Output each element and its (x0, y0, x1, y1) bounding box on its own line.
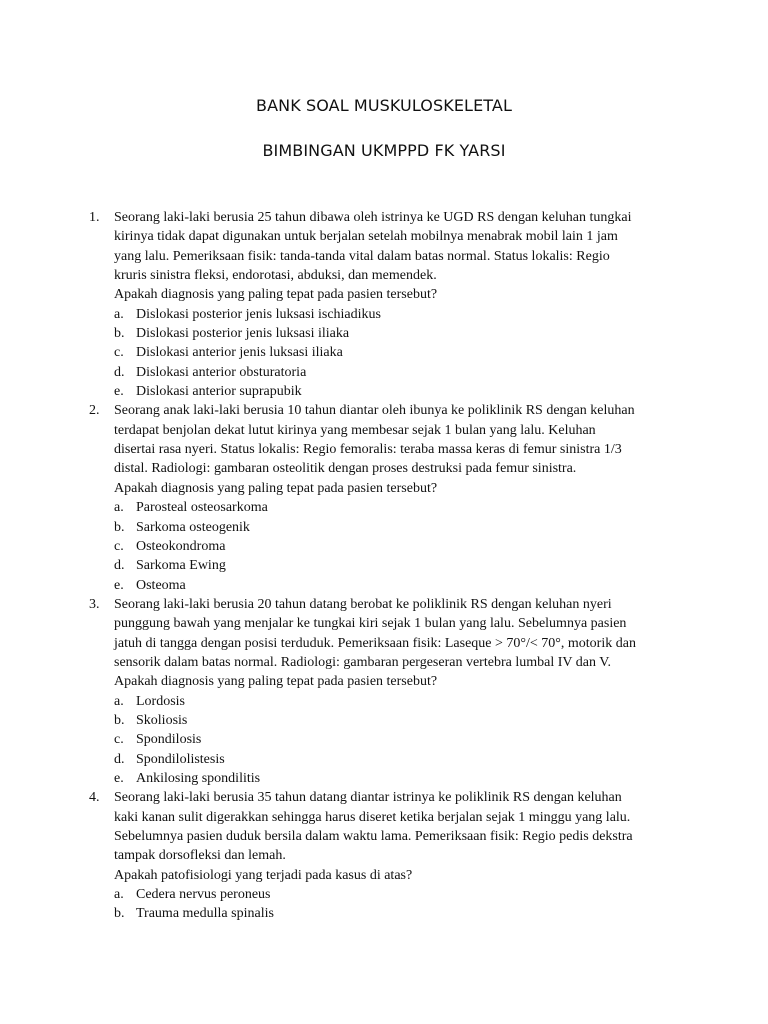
question-text-line: yang lalu. Pemeriksaan fisik: tanda-tanda vital dalam batas normal. Status lokalis: Regio (114, 248, 610, 264)
question-text-line: distal. Radiologi: gambaran osteolitik dengan proses destruksi pada femur sinistra. (114, 461, 577, 477)
option-letter: a. (114, 887, 124, 903)
question-text-line: disertai rasa nyeri. Status lokalis: Regio femoralis: teraba massa keras di femur sinistra 1/3 (114, 442, 622, 458)
option-text: Dislokasi posterior jenis luksasi ischiadikus (136, 306, 381, 322)
option-letter: b. (114, 326, 125, 342)
option-letter: d. (114, 364, 125, 380)
answer-option (114, 556, 676, 575)
answer-option (114, 885, 676, 904)
option-text: Lordosis (136, 693, 185, 709)
question-text-line: Seorang laki-laki berusia 20 tahun datang berobat ke poliklinik RS dengan keluhan nyeri (114, 596, 612, 612)
option-letter: a. (114, 306, 124, 322)
answer-option (114, 363, 676, 382)
option-text: Sarkoma osteogenik (136, 519, 250, 535)
question-item (0, 595, 676, 788)
question-item (0, 788, 676, 923)
question-item (0, 208, 676, 401)
question-text-line: terdapat benjolan dekat lutut kirinya yang membesar sejak 1 bulan yang lalu. Keluhan (114, 422, 596, 438)
option-text: Sarkoma Ewing (136, 558, 226, 574)
option-letter: c. (114, 538, 124, 554)
answer-options (114, 885, 676, 924)
question-text-line: jatuh di tangga dengan posisi terduduk. Pemeriksaan fisik: Laseque > 70°/< 70°, motorik dan (114, 635, 636, 651)
option-letter: b. (114, 519, 125, 535)
answer-option (114, 537, 676, 556)
answer-option (114, 382, 676, 401)
option-letter: b. (114, 906, 125, 922)
option-letter: a. (114, 693, 124, 709)
question-prompt: Apakah diagnosis yang paling tepat pada pasien tersebut? (114, 480, 438, 496)
option-letter: d. (114, 751, 125, 767)
option-text: Dislokasi anterior jenis luksasi iliaka (136, 345, 343, 361)
question-text-line: kirinya tidak dapat digunakan untuk berjalan setelah mobilnya menabrak mobil lain 1 jam (114, 229, 618, 245)
question-text-line: Seorang anak laki-laki berusia 10 tahun diantar oleh ibunya ke poliklinik RS dengan keluhan (114, 403, 635, 419)
question-prompt: Apakah diagnosis yang paling tepat pada pasien tersebut? (114, 287, 438, 303)
option-letter: e. (114, 577, 124, 593)
option-text: Dislokasi anterior suprapubik (136, 384, 302, 400)
answer-option (114, 750, 676, 769)
option-text: Dislokasi posterior jenis luksasi iliaka (136, 326, 350, 342)
question-text-line: kruris sinistra fleksi, endorotasi, abduksi, dan memendek. (114, 268, 437, 284)
question-number: 3. (89, 596, 100, 612)
answer-option (114, 518, 676, 537)
answer-option (114, 343, 676, 362)
option-text: Cedera nervus peroneus (136, 887, 271, 903)
option-letter: e. (114, 384, 124, 400)
option-letter: c. (114, 732, 124, 748)
option-text: Skoliosis (136, 712, 188, 728)
answer-options (114, 305, 676, 402)
document-subtitle: BIMBINGAN UKMPPD FK YARSI (262, 141, 506, 160)
option-text: Osteokondroma (136, 538, 226, 554)
answer-options (114, 692, 676, 789)
question-text-line: tampak dorsofleksi dan lemah. (114, 848, 286, 864)
question-number: 4. (89, 790, 100, 806)
option-text: Trauma medulla spinalis (136, 906, 274, 922)
question-text-line: sensorik dalam batas normal. Radiologi: gambaran pergeseran vertebra lumbal IV dan V. (114, 654, 611, 670)
question-text-line: punggung bawah yang menjalar ke tungkai kiri sejak 1 bulan yang lalu. Sebelumnya pasien (114, 616, 627, 632)
document-title: BANK SOAL MUSKULOSKELETAL (256, 96, 512, 115)
question-number: 1. (89, 210, 100, 225)
answer-option (114, 305, 676, 324)
option-text: Ankilosing spondilitis (136, 770, 261, 786)
question-item (0, 401, 676, 594)
question-text-line: Seorang laki-laki berusia 35 tahun datang diantar istrinya ke poliklinik RS dengan keluhan (114, 790, 622, 806)
answer-option (114, 498, 676, 517)
answer-option (114, 711, 676, 730)
option-text: Osteoma (136, 577, 186, 593)
option-letter: a. (114, 500, 124, 516)
answer-option (114, 692, 676, 711)
option-text: Spondilolistesis (136, 751, 225, 767)
answer-option (114, 576, 676, 595)
answer-option (114, 324, 676, 343)
question-prompt: Apakah patofisiologi yang terjadi pada kasus di atas? (114, 867, 413, 883)
option-letter: b. (114, 712, 125, 728)
answer-option (114, 769, 676, 788)
option-text: Spondilosis (136, 732, 202, 748)
answer-option (114, 730, 676, 749)
option-letter: c. (114, 345, 124, 361)
question-text-line: Sebelumnya pasien duduk bersila dalam waktu lama. Pemeriksaan fisik: Regio pedis dekstra (114, 829, 633, 844)
question-prompt: Apakah diagnosis yang paling tepat pada pasien tersebut? (114, 674, 438, 690)
option-text: Dislokasi anterior obsturatoria (136, 364, 307, 380)
option-letter: d. (114, 558, 125, 574)
answer-option (114, 904, 676, 923)
answer-options (114, 498, 676, 595)
option-text: Parosteal osteosarkoma (136, 500, 268, 516)
question-text-line: Seorang laki-laki berusia 25 tahun dibawa oleh istrinya ke UGD RS dengan keluhan tungkai (114, 210, 632, 225)
question-number: 2. (89, 403, 100, 419)
option-letter: e. (114, 770, 124, 786)
question-list (0, 208, 768, 924)
question-text-line: kaki kanan sulit digerakkan sehingga harus diseret ketika berjalan sejak 1 minggu yang lalu. (114, 809, 631, 825)
